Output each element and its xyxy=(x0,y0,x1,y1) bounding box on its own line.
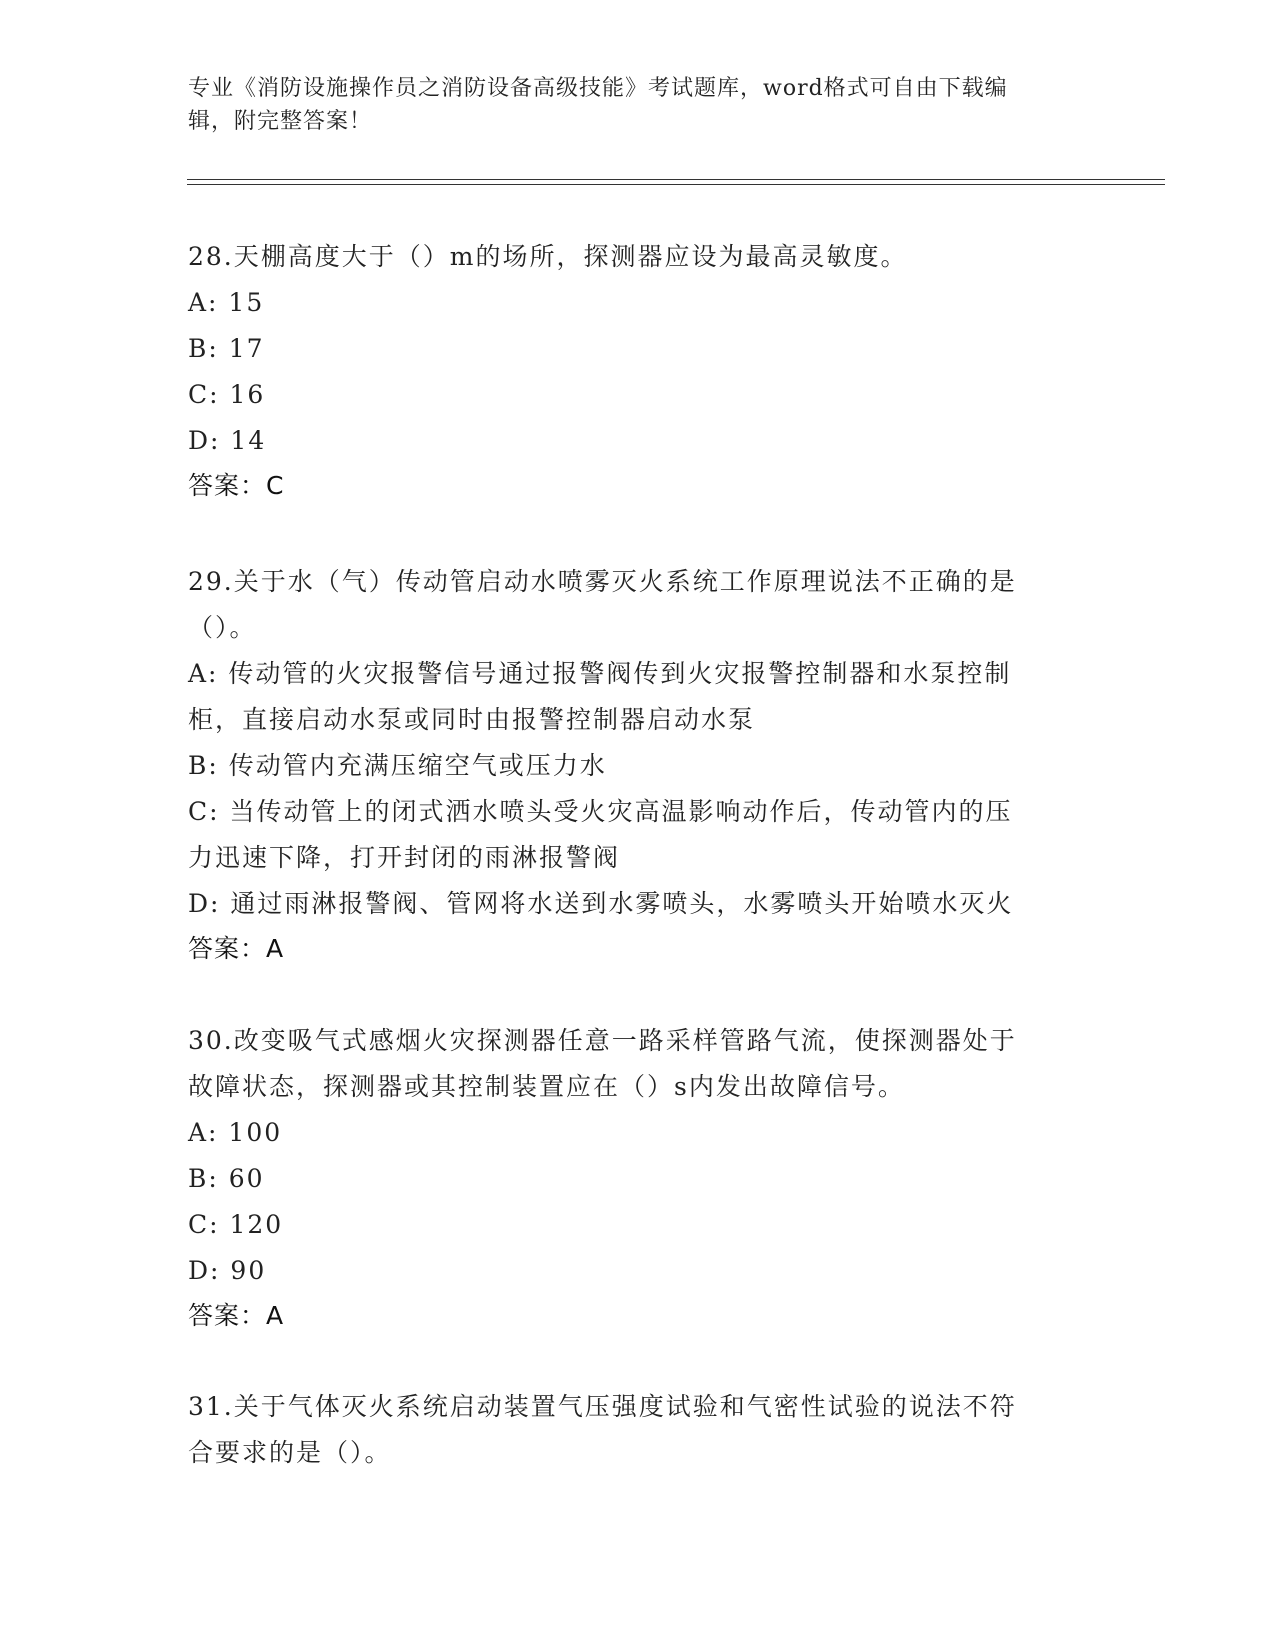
option-d: D: 通过雨淋报警阀、管网将水送到水雾喷头，水雾喷头开始喷水灭火 xyxy=(188,889,1014,918)
option-c: C: 当传动管上的闭式洒水喷头受火灾高温影响动作后，传动管内的压 xyxy=(188,797,1013,826)
option-d: D: 14 xyxy=(188,426,267,455)
answer: 答案：C xyxy=(188,471,285,500)
document-header xyxy=(188,72,1088,138)
answer: 答案：A xyxy=(188,1301,285,1330)
question-stem: 30.改变吸气式感烟火灾探测器任意一路采样管路气流，使探测器处于 xyxy=(188,1026,1017,1055)
question-stem: （）。 xyxy=(188,613,257,642)
question-stem: 29.关于水（气）传动管启动水喷雾灭火系统工作原理说法不正确的是 xyxy=(188,567,1017,596)
question-29 xyxy=(188,559,1088,971)
option-a: A: 15 xyxy=(188,288,265,317)
answer: 答案：A xyxy=(188,934,285,963)
option-c-continued: 力迅速下降，打开封闭的雨淋报警阀 xyxy=(188,843,621,872)
option-c: C: 16 xyxy=(188,380,266,409)
header-divider xyxy=(187,179,1165,180)
question-stem: 31.关于气体灭火系统启动装置气压强度试验和气密性试验的说法不符 xyxy=(188,1392,1017,1421)
question-31 xyxy=(188,1384,1088,1476)
question-stem: 故障状态，探测器或其控制装置应在（）s内发出故障信号。 xyxy=(188,1072,905,1101)
question-30 xyxy=(188,1018,1088,1338)
option-c: C: 120 xyxy=(188,1210,284,1239)
option-a-continued: 柜，直接启动水泵或同时由报警控制器启动水泵 xyxy=(188,705,756,734)
header-line: 专业《消防设施操作员之消防设备高级技能》考试题库，word格式可自由下载编 xyxy=(188,76,1008,101)
option-d: D: 90 xyxy=(188,1256,267,1285)
question-28 xyxy=(188,234,1088,508)
question-stem: 28.天棚高度大于（）m的场所，探测器应设为最高灵敏度。 xyxy=(188,242,908,271)
header-divider xyxy=(187,184,1165,185)
option-b: B: 60 xyxy=(188,1164,265,1193)
question-stem: 合要求的是（）。 xyxy=(188,1438,392,1467)
option-b: B: 17 xyxy=(188,334,265,363)
option-a: A: 100 xyxy=(188,1118,283,1147)
option-b: B: 传动管内充满压缩空气或压力水 xyxy=(188,751,607,780)
option-a: A: 传动管的火灾报警信号通过报警阀传到火灾报警控制器和水泵控制 xyxy=(188,659,1012,688)
header-line: 辑，附完整答案！ xyxy=(188,109,373,134)
